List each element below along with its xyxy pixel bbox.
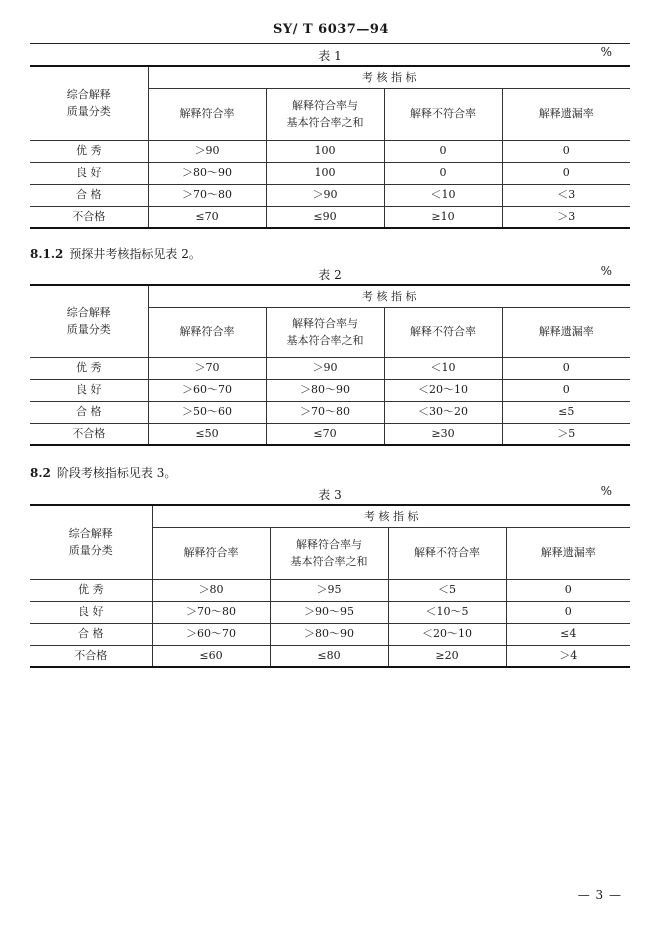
- table-1-caption: 表 1: [318, 49, 342, 63]
- table-cell: ＞70～80: [148, 184, 266, 206]
- table-row: [30, 645, 630, 667]
- table-cell: ＞60～70: [152, 623, 270, 645]
- table-cell: ＞5: [502, 423, 630, 445]
- column-header: 解释不符合率: [388, 527, 506, 579]
- table-1-block: [30, 45, 630, 229]
- group-header: 考 核 指 标: [148, 66, 630, 88]
- column-header: 解释遗漏率: [502, 88, 630, 140]
- table-row: [30, 206, 630, 228]
- table-cell: ＞80～90: [266, 379, 384, 401]
- table-cell: ＞90: [266, 184, 384, 206]
- table-cell: ＜30～20: [384, 401, 502, 423]
- column-header-line-1: 解释符合率与: [292, 98, 358, 112]
- table-cell: ≥10: [384, 206, 502, 228]
- table-cell: 0: [506, 579, 630, 601]
- page-header: SY/ T 6037—94: [273, 22, 389, 37]
- table-cell: 优 秀: [30, 579, 152, 601]
- table-3-caption: 表 3: [318, 488, 342, 502]
- table-cell: ≤4: [506, 623, 630, 645]
- table-cell: ＞70～80: [152, 601, 270, 623]
- table-3-block: [30, 484, 630, 668]
- table-cell: ＞50～60: [148, 401, 266, 423]
- row-header-line-2: 质量分类: [68, 544, 113, 558]
- table-cell: ＞80: [152, 579, 270, 601]
- table-cell: 不合格: [30, 206, 148, 228]
- table-row: [30, 379, 630, 401]
- table-cell: ＞80～90: [270, 623, 388, 645]
- table-1: [30, 65, 630, 229]
- column-header-line-2: 基本符合率之和: [286, 116, 364, 129]
- table-cell: ＞4: [506, 645, 630, 667]
- table-cell: 合 格: [30, 623, 152, 645]
- table-row: [30, 401, 630, 423]
- table-row: [30, 623, 630, 645]
- table-cell: ≤50: [148, 423, 266, 445]
- column-header-line-1: 解释符合率与: [292, 316, 358, 330]
- table-cell: 合 格: [30, 184, 148, 206]
- table-cell: ＜10: [384, 184, 502, 206]
- section-8-2: [30, 464, 176, 481]
- table-cell: 0: [502, 140, 630, 162]
- table-2: [30, 284, 630, 446]
- table-cell: ＞90: [148, 140, 266, 162]
- column-header-line-2: 基本符合率之和: [290, 555, 368, 568]
- table-cell: 优 秀: [30, 357, 148, 379]
- column-header: 解释符合率: [148, 88, 266, 140]
- group-header: 考 核 指 标: [148, 285, 630, 307]
- table-cell: ＜20～10: [388, 623, 506, 645]
- table-cell: 0: [384, 140, 502, 162]
- table-cell: 合 格: [30, 401, 148, 423]
- table-2-unit: %: [600, 264, 612, 278]
- table-cell: ＜20～10: [384, 379, 502, 401]
- table-2-caption: 表 2: [318, 268, 342, 282]
- table-cell: 0: [502, 379, 630, 401]
- table-cell: ≤90: [266, 206, 384, 228]
- table-cell: ≤60: [152, 645, 270, 667]
- table-3: [30, 504, 630, 668]
- group-header: 考 核 指 标: [152, 505, 630, 527]
- column-header: 解释不符合率: [384, 307, 502, 357]
- row-header-cell: [30, 66, 148, 140]
- table-cell: 100: [266, 140, 384, 162]
- table-cell: 优 秀: [30, 140, 148, 162]
- table-cell: 良 好: [30, 162, 148, 184]
- section-number: 8.1.2: [30, 247, 64, 261]
- table-row: [30, 140, 630, 162]
- table-cell: ＜3: [502, 184, 630, 206]
- header-rule: [30, 43, 630, 44]
- table-cell: ＜10～5: [388, 601, 506, 623]
- section-number: 8.2: [30, 466, 51, 480]
- column-header: 解释符合率: [148, 307, 266, 357]
- table-cell: ＜10: [384, 357, 502, 379]
- page-number: — 3 —: [577, 888, 622, 902]
- table-row: [30, 184, 630, 206]
- table-cell: 良 好: [30, 379, 148, 401]
- table-row: [30, 601, 630, 623]
- row-header-line-1: 综合解释: [68, 527, 113, 541]
- column-header: [266, 307, 384, 357]
- table-cell: ≤70: [266, 423, 384, 445]
- table-cell: 0: [384, 162, 502, 184]
- column-header-line-2: 基本符合率之和: [286, 334, 364, 347]
- table-2-block: [30, 264, 630, 446]
- table-cell: ＞3: [502, 206, 630, 228]
- row-header-cell: [30, 285, 148, 357]
- column-header: [270, 527, 388, 579]
- row-header-line-2: 质量分类: [66, 323, 111, 337]
- table-cell: 不合格: [30, 645, 152, 667]
- table-cell: ＞70～80: [266, 401, 384, 423]
- section-text: 阶段考核指标见表 3。: [56, 466, 177, 480]
- table-cell: ＞90～95: [270, 601, 388, 623]
- row-header-cell: [30, 505, 152, 579]
- column-header-line-1: 解释符合率与: [296, 537, 362, 551]
- table-cell: 良 好: [30, 601, 152, 623]
- table-1-unit: %: [600, 45, 612, 59]
- table-cell: ≤5: [502, 401, 630, 423]
- table-cell: ≤70: [148, 206, 266, 228]
- section-8-1-2: [30, 245, 201, 262]
- row-header-line-1: 综合解释: [66, 88, 111, 102]
- table-row: [30, 162, 630, 184]
- table-row: [30, 423, 630, 445]
- table-3-unit: %: [600, 484, 612, 498]
- table-cell: 0: [502, 357, 630, 379]
- table-cell: ＞95: [270, 579, 388, 601]
- table-cell: 不合格: [30, 423, 148, 445]
- section-text: 预探井考核指标见表 2。: [69, 247, 201, 261]
- column-header: 解释遗漏率: [502, 307, 630, 357]
- table-cell: ＞70: [148, 357, 266, 379]
- table-cell: 0: [506, 601, 630, 623]
- column-header: 解释遗漏率: [506, 527, 630, 579]
- table-cell: ≥30: [384, 423, 502, 445]
- column-header: 解释符合率: [152, 527, 270, 579]
- column-header: 解释不符合率: [384, 88, 502, 140]
- table-row: [30, 579, 630, 601]
- table-cell: ＞80～90: [148, 162, 266, 184]
- table-cell: 100: [266, 162, 384, 184]
- table-cell: ＜5: [388, 579, 506, 601]
- table-cell: ≤80: [270, 645, 388, 667]
- table-cell: 0: [502, 162, 630, 184]
- table-cell: ＞90: [266, 357, 384, 379]
- column-header: [266, 88, 384, 140]
- table-row: [30, 357, 630, 379]
- row-header-line-1: 综合解释: [66, 306, 111, 320]
- table-cell: ≥20: [388, 645, 506, 667]
- table-cell: ＞60～70: [148, 379, 266, 401]
- row-header-line-2: 质量分类: [66, 105, 111, 119]
